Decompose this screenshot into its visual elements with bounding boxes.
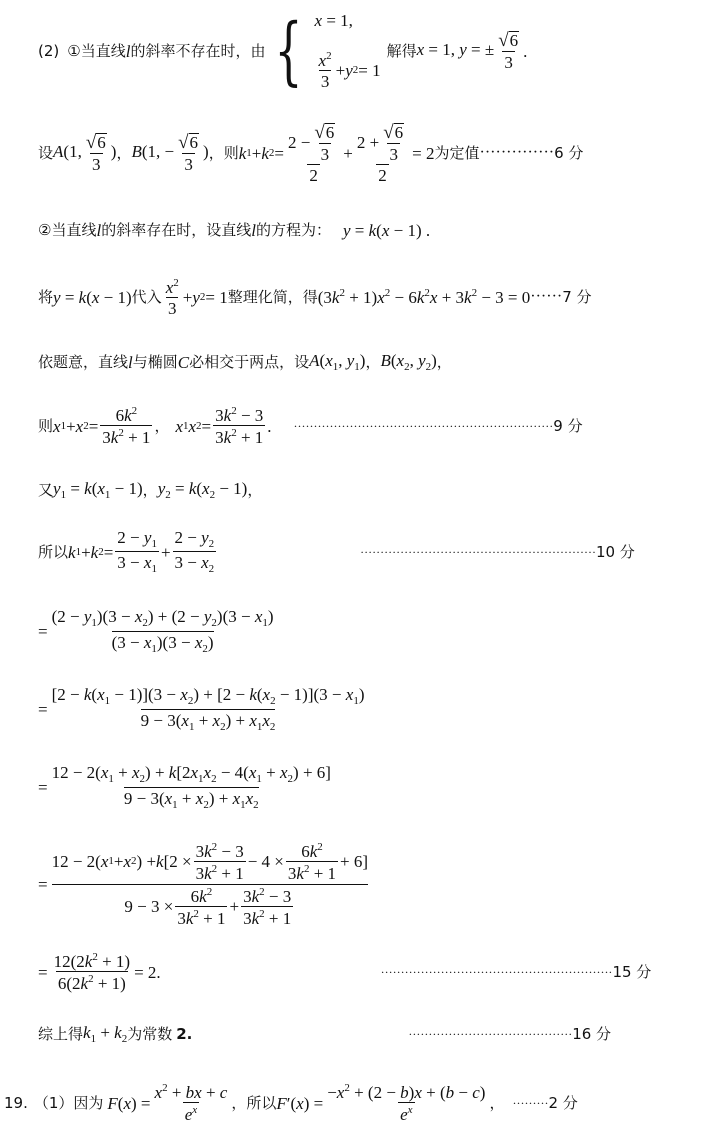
- line-intersect: [38, 350, 452, 374]
- let-text: 设: [38, 143, 54, 162]
- leader-dots: ·································································: [293, 419, 554, 433]
- step-4: = 12 − 2( x 1 + x 2 ) + k [2 × $\frac{3k^2 - 3}{3k^2 + 1}$ − 4 × $\frac{6k^2}{3k^2 + 1}$ + 6] 9 − 3 × $\frac{6k^2}{3k^2 + 1}$ + $\frac{3k^2 - 3}{3k^2 + 1}$: [38, 840, 369, 928]
- constant-value: 2.: [176, 1024, 193, 1043]
- k-sum-formula: k 1 + k 2 = 2 − √ 6 3 2 + 2 + √ 6 3 2 = 2: [238, 121, 435, 185]
- leader-dots: ·········: [512, 1096, 549, 1110]
- point-A-general: $A(x_1$, $y_1$): [309, 350, 366, 373]
- case2-text-2: 的斜率存在时，设直线: [101, 220, 252, 239]
- also-text: 又: [38, 480, 54, 499]
- var-l: l: [128, 352, 133, 372]
- period: .: [523, 41, 528, 61]
- so-text: ，所以: [231, 1093, 277, 1112]
- step-1: = $\frac{(2 - y_1)(3 - x_2) + (2 - y_2)(3 - x_1)}{(3 - x_1)(3 - x_2)}$: [38, 606, 274, 655]
- solution-formula: x = 1, y = ± √ 6 3: [416, 30, 519, 72]
- k-sum: $k_1 + k_2$: [83, 1022, 128, 1045]
- F-def: F ( x ) = $\frac{x^2 + bx + c}{e^x}$: [107, 1082, 228, 1124]
- case2-text: ②当直线: [38, 220, 97, 239]
- leader-dots: ······: [530, 288, 563, 305]
- line-conclusion: [38, 1022, 688, 1046]
- point-A: A(1, √ 6 3 ): [53, 132, 117, 174]
- line-q19: [4, 1076, 716, 1130]
- var-l: l: [251, 220, 256, 240]
- conclusion-text: 综上得: [38, 1024, 84, 1043]
- part-label: (2): [38, 41, 60, 60]
- comma: ，: [142, 480, 158, 499]
- comma: ，: [247, 480, 263, 499]
- score-2: 2 分: [548, 1093, 578, 1112]
- comma: ，: [436, 352, 452, 371]
- product-roots: x 1 x 2 = $\frac{3k^2 - 3}{3k^2 + 1}$ .: [175, 405, 272, 447]
- quadratic-eq: $(3k^2 + 1)x^2 - 6k^2x + 3k^2 - 3 = 0$: [317, 287, 531, 307]
- leader-dots: ···························································: [360, 545, 596, 559]
- case2-text-3: 的方程为：: [255, 220, 331, 239]
- line-vieta: [38, 400, 688, 452]
- step-3: = $\frac{12 - 2(x_1 + x_2) + k[2x_1x_2 - 4(x_1 + x_2) + 6]}{9 - 3(x_1 + x_2) + x_1x_2}$: [38, 762, 331, 811]
- line-y-values: [38, 478, 262, 502]
- score-10: 10 分: [595, 542, 635, 561]
- var-l: l: [96, 220, 102, 240]
- then-text: 则: [38, 416, 54, 435]
- constant-text: 为常数: [127, 1024, 173, 1043]
- constant-text: 为定值: [434, 143, 480, 162]
- system-brace: {: [274, 8, 304, 94]
- leader-dots: ··············: [479, 144, 555, 161]
- simplify-text: 整理化简，得: [227, 287, 318, 306]
- line-substitute: [38, 272, 592, 322]
- y1-eq: $y_1 = k(x_1 - 1)$: [53, 478, 143, 501]
- equation-system: x = 1, $\frac{x^2}{3}$ + y 2 = 1: [314, 11, 381, 91]
- score-15: 15 分: [612, 962, 652, 981]
- final-fraction: = $\frac{12(2k^2 + 1)}{6(2k^2 + 1)}$ = 2.: [38, 951, 161, 993]
- then-text: ，则: [208, 143, 239, 162]
- line-case2: [38, 218, 430, 242]
- step-5: [38, 946, 688, 998]
- var-l: l: [125, 41, 131, 61]
- y2-eq: $y_2 = k(x_2 - 1)$: [157, 478, 248, 501]
- case1-text: ①当直线: [67, 41, 126, 60]
- line-k-sum: [38, 525, 688, 579]
- F-derivative: F ′( x ) = $\frac{-x^2 + (2 - b)x + (b - c)}{e^x}$: [276, 1082, 486, 1124]
- line-equation: y = k(x − 1) .: [342, 220, 431, 240]
- var-C: C: [177, 352, 190, 372]
- point-B: B(1, − √ 6 3 ): [131, 132, 209, 174]
- leader-dots: ·········································: [408, 1027, 573, 1041]
- score-16: 16 分: [572, 1024, 612, 1043]
- question-number: 19.: [4, 1093, 28, 1112]
- point-B-general: $B(x_2$, $y_2$): [380, 350, 437, 373]
- into-text: 代入: [131, 287, 162, 306]
- score-6: 6 分: [554, 143, 584, 162]
- comma: ，: [154, 416, 170, 435]
- sum-roots: x 1 + x 2 = $\frac{6k^2}{3k^2 + 1}$: [53, 405, 151, 447]
- step-2: = $\frac{[2 - k(x_1 - 1)](3 - x_2) + [2 - k(x_2 - 1)](3 - x_1)}{9 - 3(x_1 + x_2) + x_1x_2}$: [38, 684, 365, 733]
- solve-text: 解得: [386, 41, 417, 60]
- comma: ，: [365, 352, 381, 371]
- case1-text-2: 的斜率不存在时，由: [130, 41, 266, 60]
- intersect-text-2: 与椭圆: [132, 352, 178, 371]
- leader-dots: ··························································: [380, 965, 613, 979]
- intersect-text-3: 必相交于两点，设: [189, 352, 310, 371]
- substitute-text: 将: [38, 287, 54, 306]
- line-eq: y = k(x − 1): [53, 287, 132, 307]
- q19-text: （1）因为: [33, 1093, 104, 1112]
- k-sum-expr: k 1 + k 2 = $\frac{2 - y_1}{3 - x_1}$ + $\frac{2 - y_2}{3 - x_2}$: [68, 528, 215, 575]
- therefore-text: 所以: [38, 542, 69, 561]
- score-7: 7 分: [562, 287, 592, 306]
- line-points-AB: [38, 118, 583, 188]
- intersect-text: 依题意，直线: [38, 352, 129, 371]
- line-case1: [38, 8, 527, 94]
- comma: ，: [116, 143, 132, 162]
- score-9: 9 分: [553, 416, 583, 435]
- comma: ，: [489, 1093, 505, 1112]
- ellipse-eq: $\frac{x^2}{3}$ + y 2 = 1: [165, 276, 228, 318]
